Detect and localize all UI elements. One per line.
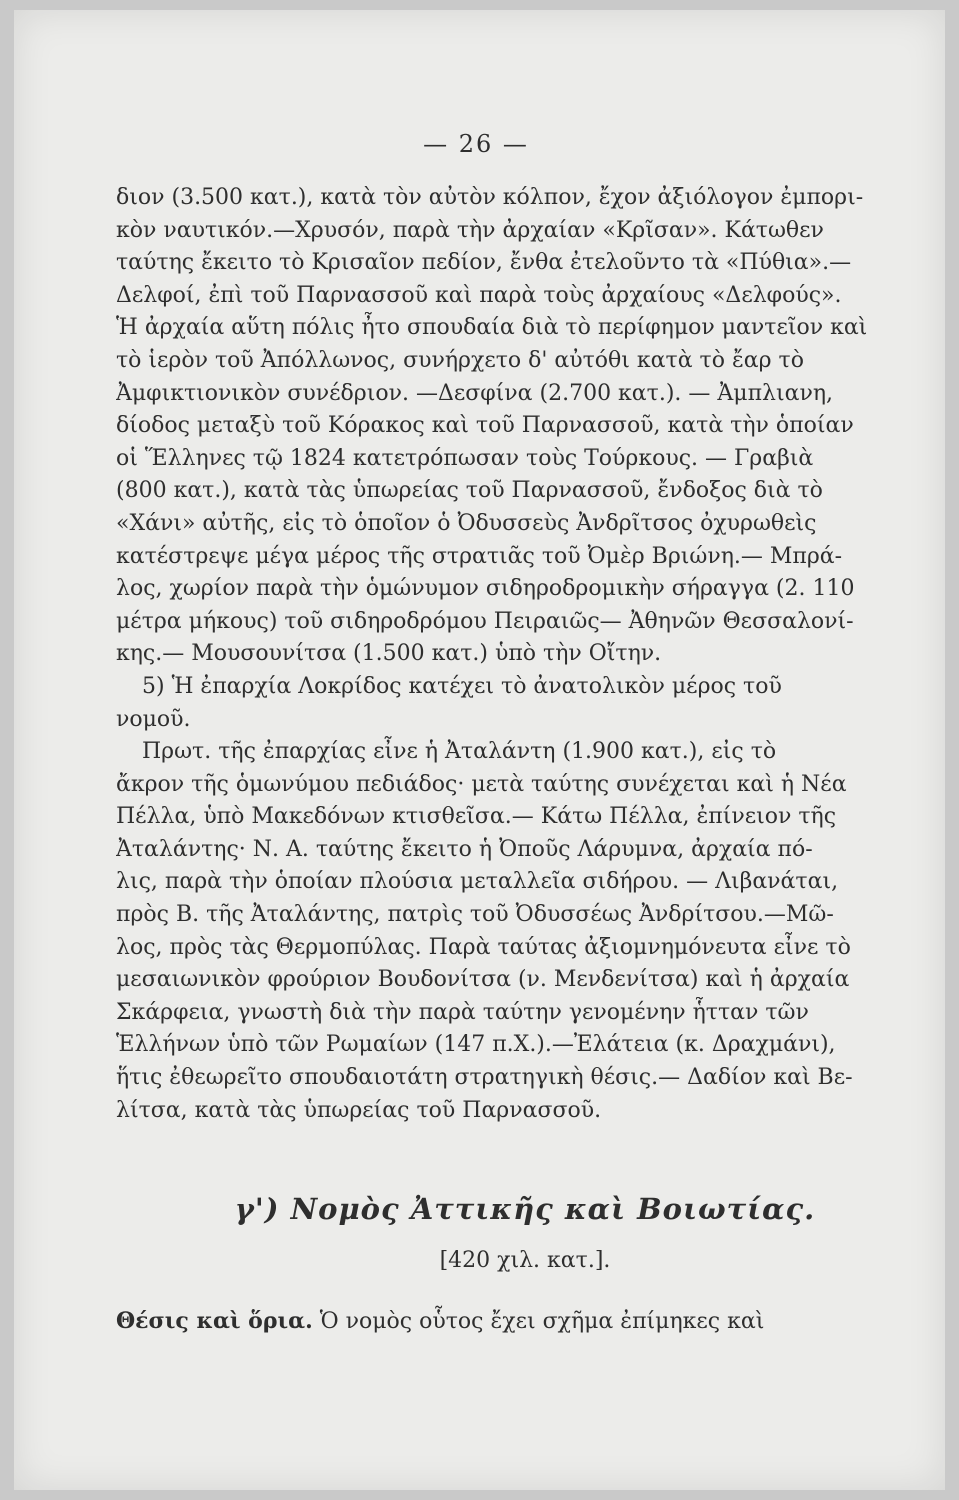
text-line: δίοδος μεταξὺ τοῦ Κόρακος καὶ τοῦ Παρνασσοῦ, κατὰ τὴν ὁποίαν bbox=[116, 413, 854, 439]
text-line: Ἡ ἀρχαία αὕτη πόλις ἦτο σπουδαία διὰ τὸ περίφημον μαντεῖον καὶ bbox=[116, 315, 868, 341]
text-line: τὸ ἱερὸν τοῦ Ἀπόλλωνος, συνήρχετο δ' αὐτόθι κατὰ τὸ ἔαρ τὸ bbox=[116, 347, 804, 373]
text-line: ἥτις ἐθεωρεῖτο σπουδαιοτάτη στρατηγικὴ θέσις.— Δαδίον καὶ Βε- bbox=[116, 1065, 853, 1091]
text-line: διον (3.500 κατ.), κατὰ τὸν αὐτὸν κόλπον, ἔχον ἀξιόλογον ἐμπορι- bbox=[116, 185, 864, 210]
text-line: ταύτης ἔκειτο τὸ Κρισαῖον πεδίον, ἔνθα ἐτελοῦντο τὰ «Πύθια».— bbox=[116, 250, 852, 276]
text-line: κατέστρεψε μέγα μέρος τῆς στρατιᾶς τοῦ Ὀμὲρ Βριώνη.— Μπρά- bbox=[116, 543, 843, 569]
text-line: Πέλλα, ὑπὸ Μακεδόνων κτισθεῖσα.— Κάτω Πέλλα, ἐπίνειον τῆς bbox=[116, 804, 837, 830]
text-line: ἄκρον τῆς ὁμωνύμου πεδιάδος· μετὰ ταύτης συνέχεται καὶ ἡ Νέα bbox=[116, 771, 847, 797]
text-line: Ἀταλάντης· Ν. Α. ταύτης ἔκειτο ἡ Ὀποῦς Λάρυμνα, ἀρχαία πό- bbox=[116, 836, 813, 862]
text-run: Ὁ νομὸς οὗτος ἔχει σχῆμα ἐπίμηκες καὶ bbox=[312, 1309, 765, 1334]
text-line: (800 κατ.), κατὰ τὰς ὑπωρείας τοῦ Παρνασσοῦ, ἔνδοξος διὰ τὸ bbox=[116, 478, 823, 504]
text-line: μέτρα μήκους) τοῦ σιδηροδρόμου Πειραιῶς— Ἀθηνῶν Θεσσαλονί- bbox=[116, 608, 854, 634]
bold-term: Θέσις καὶ ὅρια. bbox=[116, 1308, 313, 1334]
section-heading: γ') Νομὸς Ἀττικῆς καὶ Βοιωτίας. bbox=[234, 1192, 816, 1226]
book-page bbox=[14, 10, 945, 1490]
text-line: Σκάρφεια, γνωστὴ διὰ τὴν παρὰ ταύτην γενομένην ἧτταν τῶν bbox=[116, 999, 809, 1025]
text-line: λις, παρὰ τὴν ὁποίαν πλούσια μεταλλεῖα σιδήρου. — Λιβανάται, bbox=[116, 869, 839, 895]
text-line: λος, πρὸς τὰς Θερμοπύλας. Παρὰ ταύτας ἀξιομνημόνευτα εἶνε τὸ bbox=[116, 934, 851, 960]
text-line: Ἀμφικτιονικὸν συνέδριον. —Δεσφίνα (2.700 κατ.). — Ἀμπλιανη, bbox=[116, 380, 834, 406]
area-note: [420 χιλ. κατ.]. bbox=[439, 1248, 611, 1273]
text-line: Πρωτ. τῆς ἐπαρχίας εἶνε ἡ Ἀταλάντη (1.900 κατ.), εἰς τὸ bbox=[142, 739, 777, 765]
body-text bbox=[116, 182, 934, 1127]
text-line: λίτσα, κατὰ τὰς ὑπωρείας τοῦ Παρνασσοῦ. bbox=[116, 1097, 602, 1123]
text-line: «Χάνι» αὐτῆς, εἰς τὸ ὁποῖον ὁ Ὀδυσσεὺς Ἀνδρῖτσος ὀχυρωθεὶς bbox=[116, 510, 817, 536]
text-line: μεσαιωνικὸν φρούριον Βουδονίτσα (ν. Μενδενίτσα) καὶ ἡ ἀρχαία bbox=[116, 967, 850, 993]
text-line bbox=[116, 1304, 934, 1338]
page-number: — 26 — bbox=[423, 130, 529, 158]
text-line: κης.— Μουσουνίτσα (1.500 κατ.) ὑπὸ τὴν Οἴτην. bbox=[116, 641, 662, 667]
text-line: οἱ Ἕλληνες τῷ 1824 κατετρόπωσαν τοὺς Τούρκους. — Γραβιὰ bbox=[116, 445, 814, 471]
text-line: Δελφοί, ἐπὶ τοῦ Παρνασσοῦ καὶ παρὰ τοὺς ἀρχαίους «Δελφούς». bbox=[116, 282, 842, 308]
text-line: Ἑλλήνων ὑπὸ τῶν Ρωμαίων (147 π.Χ.).—Ἐλάτεια (κ. Δραχμάνι), bbox=[116, 1032, 836, 1058]
text-line: πρὸς Β. τῆς Ἀταλάντης, πατρὶς τοῦ Ὀδυσσέως Ἀνδρίτσου.—Μῶ- bbox=[116, 902, 834, 928]
text-line: 5) Ἡ ἐπαρχία Λοκρίδος κατέχει τὸ ἀνατολικὸν μέρος τοῦ bbox=[142, 673, 782, 699]
text-line: κὸν ναυτικόν.—Χρυσόν, παρὰ τὴν ἀρχαίαν «Κρῖσαν». Κάτωθεν bbox=[116, 217, 824, 243]
text-line: λος, χωρίον παρὰ τὴν ὁμώνυμον σιδηροδρομικὴν σήραγγα (2. 110 bbox=[116, 576, 855, 602]
text-line: νομοῦ. bbox=[116, 706, 191, 732]
